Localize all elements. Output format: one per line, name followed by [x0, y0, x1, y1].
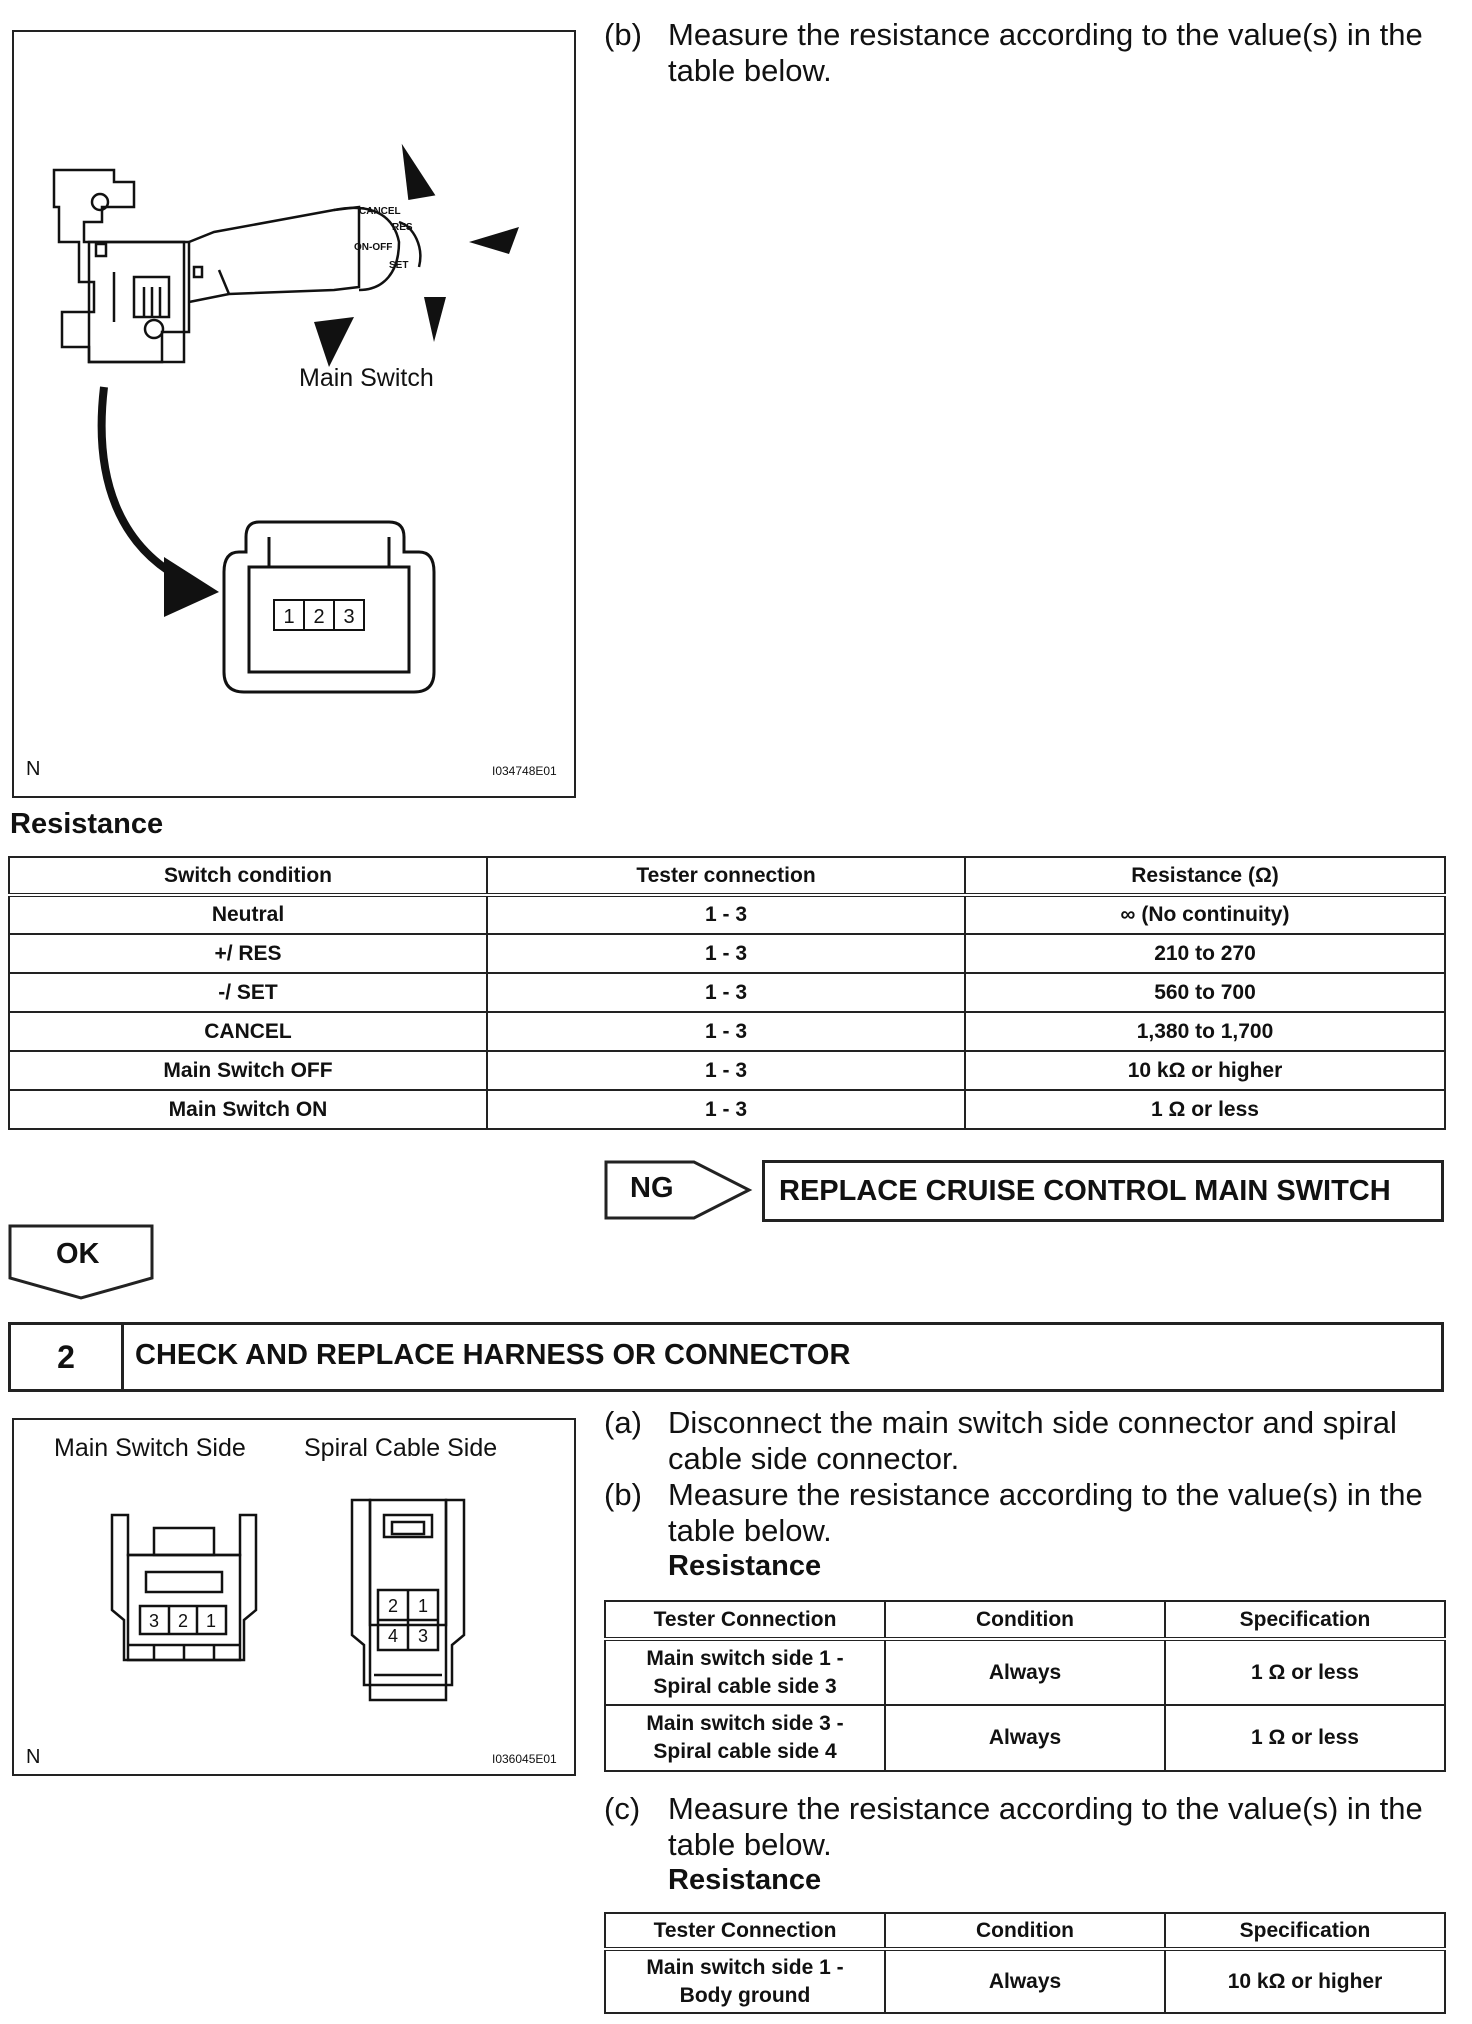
cell-tester-connection	[605, 1639, 885, 1705]
main-switch-figure	[12, 30, 576, 798]
cell-connection: 1 - 3	[487, 895, 965, 934]
lever-onoff-label: ON-OFF	[354, 242, 393, 253]
resistance-title: Resistance	[10, 808, 164, 840]
resistance-title-c: Resistance	[668, 1864, 822, 1896]
step-text-line2: cable side connector.	[668, 1441, 960, 1476]
cell-resistance: ∞ (No continuity)	[965, 895, 1445, 934]
header-tester-connection: Tester Connection	[605, 1913, 885, 1949]
cell-resistance: 1 Ω or less	[965, 1090, 1445, 1129]
table-row	[9, 895, 1445, 934]
resistance-table-c	[604, 1912, 1446, 2014]
cell-tester-connection	[605, 1705, 885, 1771]
left-pin-2: 2	[177, 1611, 189, 1631]
cell-line1: Main switch side 1 -	[646, 1955, 844, 1979]
lever-cancel-label: CANCEL	[359, 206, 401, 217]
table-row	[605, 1949, 1445, 2013]
figure2-n-label: N	[26, 1746, 41, 1768]
right-pin-3: 3	[417, 1626, 429, 1646]
ng-label: NG	[630, 1172, 674, 1204]
header-condition: Condition	[885, 1601, 1165, 1639]
ng-action-text: REPLACE CRUISE CONTROL MAIN SWITCH	[779, 1174, 1391, 1207]
header-specification: Specification	[1165, 1601, 1445, 1639]
table-row	[9, 934, 1445, 973]
header-tester-connection: Tester Connection	[605, 1601, 885, 1639]
step-text-line1: Measure the resistance according to the value(s) in the	[668, 17, 1423, 52]
table-row	[605, 1705, 1445, 1771]
cell-connection: 1 - 3	[487, 973, 965, 1012]
table-row	[9, 973, 1445, 1012]
cell-specification: 1 Ω or less	[1165, 1639, 1445, 1705]
header-tester-connection: Tester connection	[487, 857, 965, 895]
cell-resistance: 1,380 to 1,700	[965, 1012, 1445, 1051]
table-header-row	[605, 1913, 1445, 1949]
table-row	[9, 1090, 1445, 1129]
step-text-line1: Disconnect the main switch side connector and spiral	[668, 1405, 1397, 1440]
step-label: (a)	[604, 1405, 642, 1440]
lever-res-label: RES	[392, 222, 413, 233]
cell-condition: Neutral	[9, 895, 487, 934]
cell-condition: Always	[885, 1705, 1165, 1771]
ng-arrow-icon	[604, 1160, 754, 1220]
step-text-line2: table below.	[668, 1827, 832, 1862]
cell-resistance: 10 kΩ or higher	[965, 1051, 1445, 1090]
section-2-bar	[8, 1322, 1444, 1392]
ng-action-box	[762, 1160, 1444, 1222]
connector-pin-2: 2	[313, 606, 325, 628]
section-number: 2	[11, 1325, 124, 1389]
cell-line2: Spiral cable side 3	[653, 1674, 837, 1698]
resistance-table-b	[604, 1600, 1446, 1772]
connector-pin-3: 3	[343, 606, 355, 628]
header-switch-condition: Switch condition	[9, 857, 487, 895]
ok-indicator	[8, 1224, 158, 1300]
cell-connection: 1 - 3	[487, 1012, 965, 1051]
step-c	[604, 1790, 1464, 1866]
table-row	[9, 1051, 1445, 1090]
cell-line1: Main switch side 1 -	[646, 1646, 844, 1670]
cell-condition: -/ SET	[9, 973, 487, 1012]
cell-resistance: 560 to 700	[965, 973, 1445, 1012]
cell-line1: Main switch side 3 -	[646, 1712, 844, 1735]
step-text-line2: table below.	[668, 1513, 832, 1548]
table-header-row	[9, 857, 1445, 895]
left-pin-3: 3	[148, 1611, 160, 1631]
cell-connection: 1 - 3	[487, 1090, 965, 1129]
step-label: (b)	[604, 17, 642, 52]
top-step-b	[604, 16, 1464, 96]
main-switch-illustration	[14, 32, 574, 796]
cell-condition: Always	[885, 1949, 1165, 2013]
cell-condition: Main Switch OFF	[9, 1051, 487, 1090]
cell-condition: Main Switch ON	[9, 1090, 487, 1129]
cell-tester-connection	[605, 1949, 885, 2013]
table-header-row	[605, 1601, 1445, 1639]
step-label: (b)	[604, 1477, 642, 1512]
lever-set-label: SET	[389, 260, 409, 271]
left-pin-1: 1	[205, 1611, 217, 1631]
section-title: CHECK AND REPLACE HARNESS OR CONNECTOR	[135, 1339, 851, 1371]
connector-figure	[12, 1418, 576, 1776]
figure-code: I034748E01	[492, 764, 557, 778]
connector-pin-1: 1	[283, 606, 295, 628]
resistance-table	[8, 856, 1446, 1130]
cell-specification: 10 kΩ or higher	[1165, 1949, 1445, 2013]
cell-line2: Body ground	[679, 1983, 811, 2007]
right-pin-4: 4	[387, 1626, 399, 1646]
step-text-line1: Measure the resistance according to the value(s) in the	[668, 1791, 1423, 1826]
step-text-line2: table below.	[668, 53, 832, 88]
right-pin-2: 2	[387, 1596, 399, 1616]
table-row	[9, 1012, 1445, 1051]
figure-n-label: N	[26, 758, 41, 780]
ok-label: OK	[56, 1238, 100, 1270]
cell-condition: CANCEL	[9, 1012, 487, 1051]
step-b	[604, 1476, 1464, 1552]
header-condition: Condition	[885, 1913, 1165, 1949]
step-a	[604, 1404, 1464, 1480]
header-specification: Specification	[1165, 1913, 1445, 1949]
table-row	[605, 1639, 1445, 1705]
figure2-code: I036045E01	[492, 1752, 557, 1766]
main-switch-side-label: Main Switch Side	[54, 1434, 246, 1462]
main-switch-caption: Main Switch	[299, 364, 434, 392]
step-text-line1: Measure the resistance according to the value(s) in the	[668, 1477, 1423, 1512]
spiral-cable-side-label: Spiral Cable Side	[304, 1434, 498, 1462]
connectors-illustration	[14, 1420, 574, 1774]
cell-condition: Always	[885, 1639, 1165, 1705]
cell-specification: 1 Ω or less	[1165, 1705, 1445, 1771]
cell-condition: +/ RES	[9, 934, 487, 973]
step-label: (c)	[604, 1791, 641, 1826]
ng-indicator	[604, 1160, 754, 1220]
cell-resistance: 210 to 270	[965, 934, 1445, 973]
header-resistance: Resistance (Ω)	[965, 857, 1445, 895]
cell-connection: 1 - 3	[487, 1051, 965, 1090]
cell-connection: 1 - 3	[487, 934, 965, 973]
resistance-title-b: Resistance	[668, 1550, 822, 1582]
right-pin-1: 1	[417, 1596, 429, 1616]
cell-line2: Spiral cable side 4	[653, 1740, 837, 1763]
